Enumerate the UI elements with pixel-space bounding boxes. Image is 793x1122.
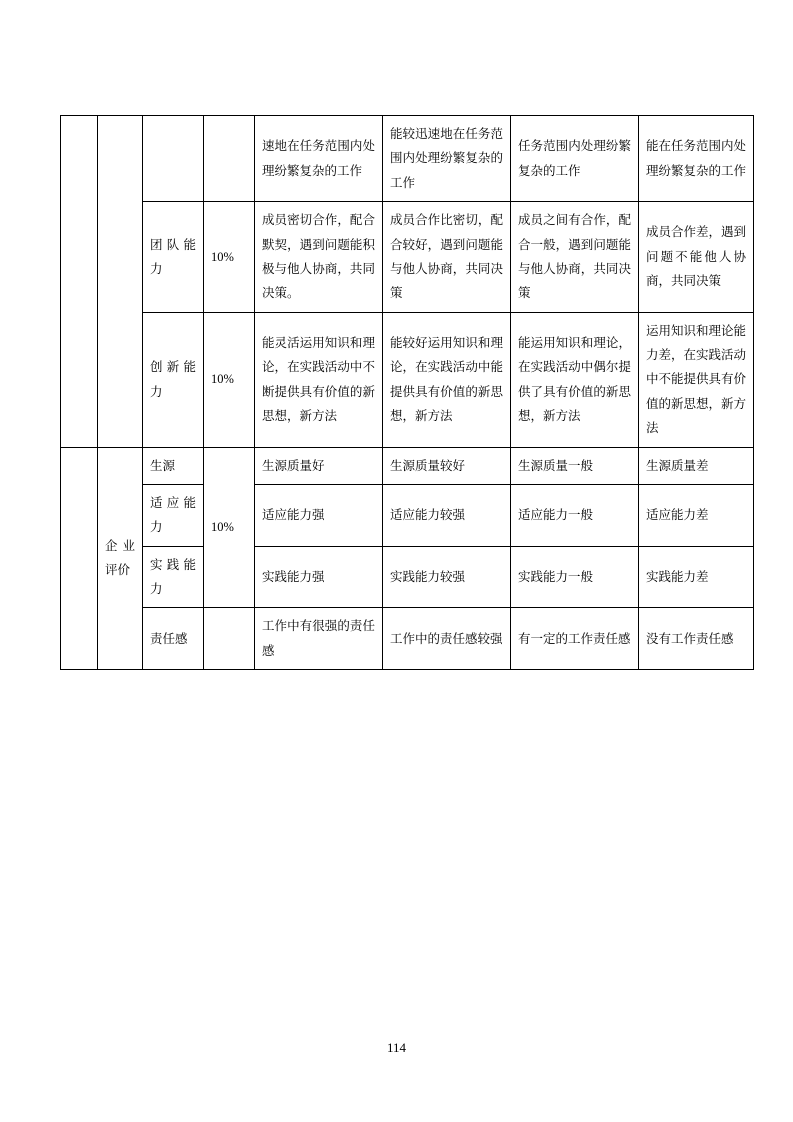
table-level1-cell: 成员密切合作，配合默契，遇到问题能积极与他人协商，共同决策。	[255, 202, 383, 313]
table-level3-cell: 生源质量一般	[511, 447, 639, 484]
table-level4-cell: 实践能力差	[639, 546, 754, 608]
table-level3-cell: 成员之间有合作，配合一般，遇到问题能与他人协商，共同决策	[511, 202, 639, 313]
table-weight-cell	[204, 608, 255, 670]
table-weight-cell: 10%	[204, 312, 255, 447]
evaluation-criteria-table	[60, 115, 754, 670]
table-level4-cell: 成员合作差，遇到问题不能他人协商，共同决策	[639, 202, 754, 313]
table-item-cell: 责任感	[143, 608, 204, 670]
table-spine-cell-upper	[61, 116, 98, 448]
table-item-cell	[143, 116, 204, 202]
table-level3-cell: 能运用知识和理论，在实践活动中偶尔提供了具有价值的新思想，新方法	[511, 312, 639, 447]
table-level2-cell: 能较迅速地在任务范围内处理纷繁复杂的工作	[383, 116, 511, 202]
table-level2-cell: 成员合作比密切，配合较好，遇到问题能与他人协商，共同决策	[383, 202, 511, 313]
table-level3-cell: 有一定的工作责任感	[511, 608, 639, 670]
table-level2-cell: 实践能力较强	[383, 546, 511, 608]
table-category-cell-upper	[98, 116, 143, 448]
table-level1-cell: 生源质量好	[255, 447, 383, 484]
table-level4-cell: 适应能力差	[639, 484, 754, 546]
table-item-cell: 创新能力	[143, 312, 204, 447]
table-row	[61, 447, 754, 484]
table-level3-cell: 任务范围内处理纷繁复杂的工作	[511, 116, 639, 202]
table-row	[61, 312, 754, 447]
table-item-cell: 适应能力	[143, 484, 204, 546]
table-row	[61, 546, 754, 608]
table-row	[61, 608, 754, 670]
table-item-cell: 生源	[143, 447, 204, 484]
table-level4-cell: 生源质量差	[639, 447, 754, 484]
table-level4-cell: 运用知识和理论能力差，在实践活动中不能提供具有价值的新思想，新方法	[639, 312, 754, 447]
table-item-cell: 实践能力	[143, 546, 204, 608]
table-level3-cell: 适应能力一般	[511, 484, 639, 546]
table-level1-cell: 工作中有很强的责任感	[255, 608, 383, 670]
table-spine-cell-lower	[61, 447, 98, 670]
table-level4-cell: 没有工作责任感	[639, 608, 754, 670]
table-category-cell-enterprise: 企业评价	[98, 447, 143, 670]
page-number: 114	[386, 1040, 407, 1055]
table-row	[61, 116, 754, 202]
table-level1-cell: 速地在任务范围内处理纷繁复杂的工作	[255, 116, 383, 202]
table-weight-cell: 10%	[204, 202, 255, 313]
table-item-cell: 团队能力	[143, 202, 204, 313]
table-level4-cell: 能在任务范围内处理纷繁复杂的工作	[639, 116, 754, 202]
table-row	[61, 202, 754, 313]
table-level2-cell: 能较好运用知识和理论，在实践活动中能提供具有价值的新思想，新方法	[383, 312, 511, 447]
table-weight-cell	[204, 116, 255, 202]
table-level2-cell: 工作中的责任感较强	[383, 608, 511, 670]
table-level1-cell: 适应能力强	[255, 484, 383, 546]
table-level1-cell: 能灵活运用知识和理论，在实践活动中不断提供具有价值的新思想，新方法	[255, 312, 383, 447]
table-level1-cell: 实践能力强	[255, 546, 383, 608]
table-row	[61, 484, 754, 546]
table-level2-cell: 适应能力较强	[383, 484, 511, 546]
table-level2-cell: 生源质量较好	[383, 447, 511, 484]
table-weight-cell: 10%	[204, 447, 255, 608]
table-level3-cell: 实践能力一般	[511, 546, 639, 608]
